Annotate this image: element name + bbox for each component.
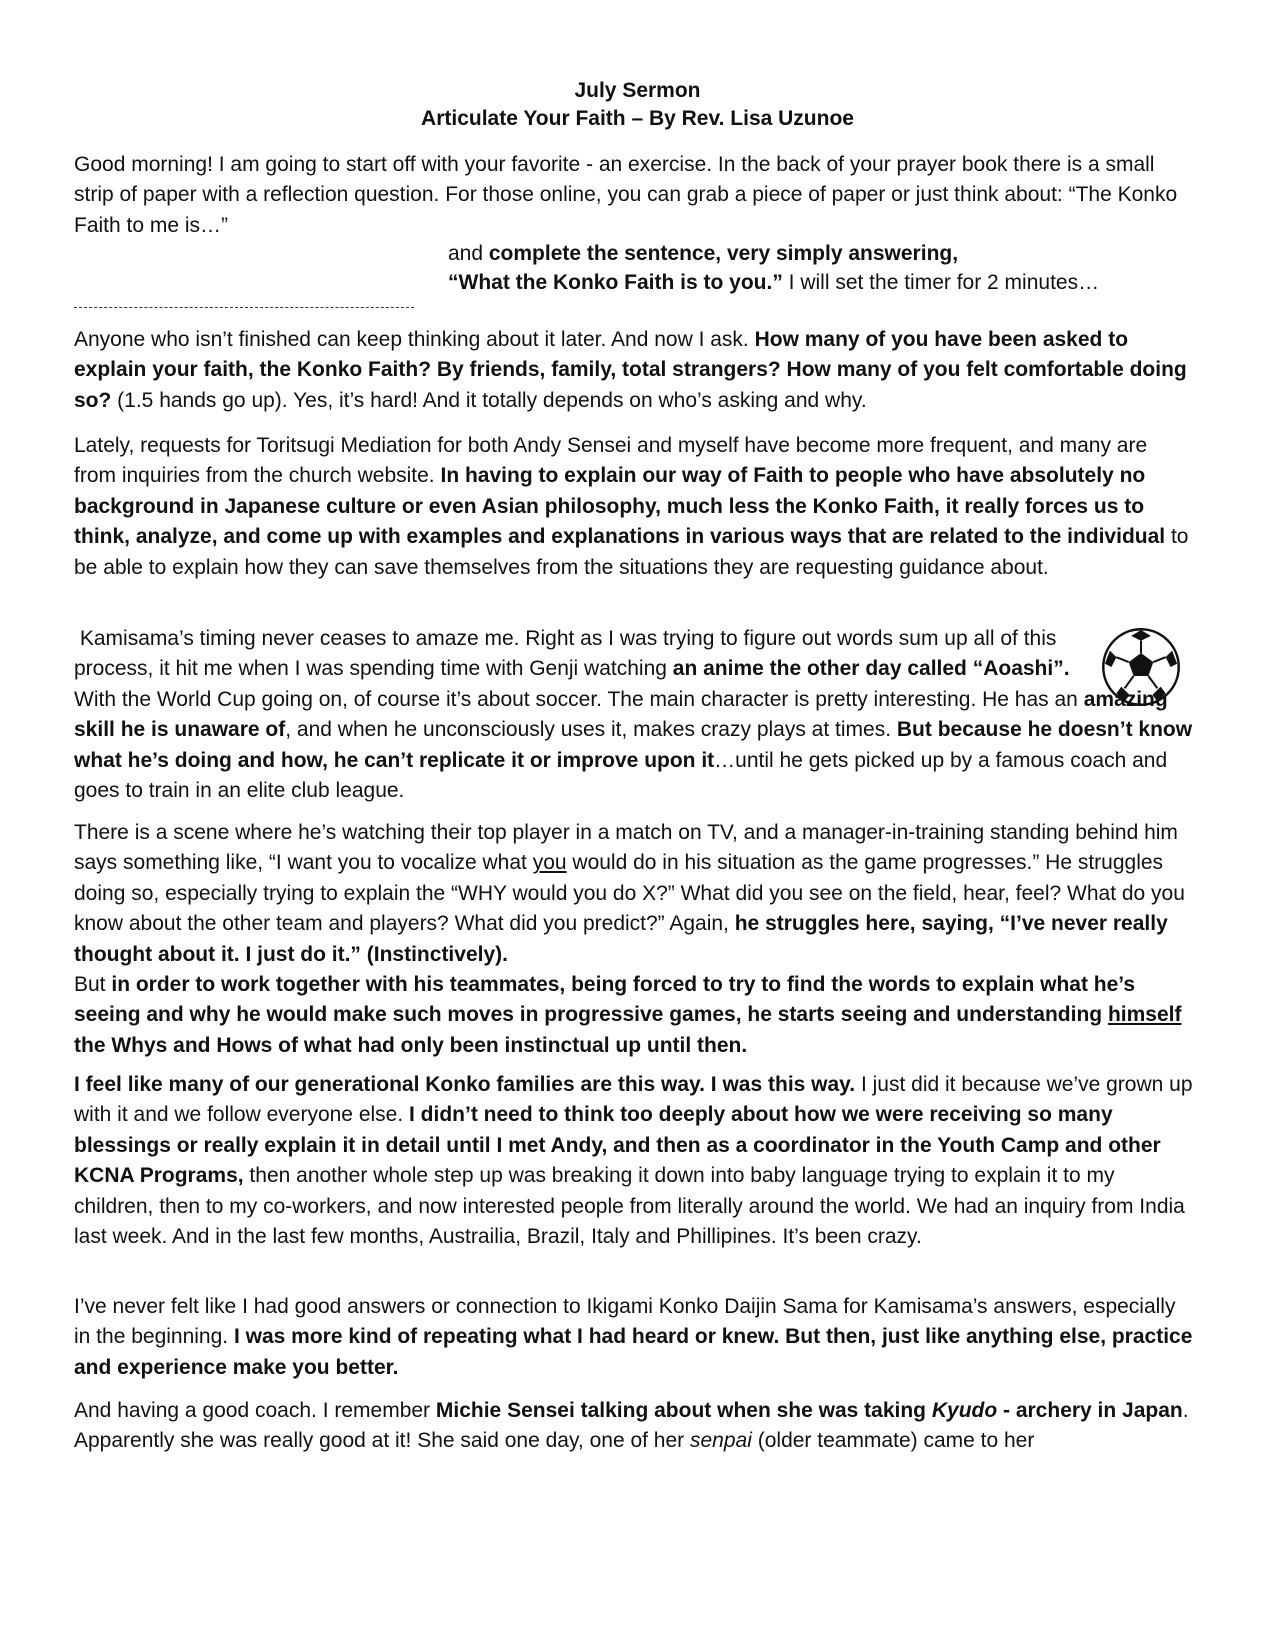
prompt-text-c: “What the Konko Faith is to you.” <box>448 271 783 294</box>
p5-underline-himself: himself <box>1107 1003 1182 1027</box>
paragraph-intro <box>74 150 1194 241</box>
p8-text-bc: - archery in Japan <box>997 1399 1183 1422</box>
p4-text-d: amazing skill he is unaware of <box>74 687 1168 742</box>
paragraph-coach <box>74 1396 1194 1457</box>
p4-text-b: an anime the other day called “Aoashi”. <box>672 657 1070 681</box>
prompt-text-a: and <box>448 242 489 265</box>
prompt-text-d: I will set the timer for 2 minutes… <box>782 271 1100 294</box>
paragraph-requests <box>74 431 1194 583</box>
sermon-heading: July Sermon <box>574 79 701 102</box>
p5-text-a: There is a scene where he’s watching their top player in a match on TV, and a manager-in-training standing behind him says something like, “I want you to vocalize what <box>74 821 1178 875</box>
p2-text-b: How many of you have been asked to explain your faith, the Konko Faith? By friends, family, total strangers? How many of you felt comfortable doing so? <box>74 328 1187 412</box>
p7-text-b: I was more kind of repeating what I had heard or knew. But then, just like anything else, practice and experience make you better. <box>74 1325 1193 1379</box>
paragraph-scene <box>74 818 1194 1061</box>
paragraph-families <box>74 1070 1194 1252</box>
sermon-title: Articulate Your Faith – By Rev. Lisa Uzunoe <box>421 107 854 130</box>
ball-wrap-spacer <box>1086 624 1194 682</box>
p5-text-d: But <box>74 973 112 997</box>
p2-text-a: Anyone who isn’t finished can keep thinking about it later. And now I ask. <box>74 328 755 351</box>
p7-text-a: I’ve never felt like I had good answers or connection to Ikigami Konko Daijin Sama for Kamisama’s answers, especially in the beginning. <box>74 1295 1176 1349</box>
p3-text-b: In having to explain our way of Faith to people who have absolutely no background in Japanese culture or even Asian philosophy, much less the Konko Faith, it really forces us to think, analyze, and come up with examples and explanations in various ways that are related to the individual <box>74 464 1166 549</box>
p6-text-b: I just did it because we’ve grown up with it and we follow everyone else. <box>74 1073 1193 1127</box>
p4-text-e: , and when he unconsciously uses it, makes crazy plays at times. <box>285 718 897 742</box>
p5-text-g: the Whys and Hows of what had only been instinctual up until then. <box>74 1033 748 1057</box>
p6-text-a: I feel like many of our generational Konko families are this way. I was this way. <box>74 1073 856 1096</box>
p5-underline-you: you <box>532 851 567 875</box>
p3-text-a: Lately, requests for Toritsugi Mediation for both Andy Sensei and myself have become more frequent, and many are from inquiries from the church website. <box>74 434 1148 488</box>
p8-text-a: And having a good coach. I remember <box>74 1399 436 1422</box>
p4-text-g: …until he gets picked up by a famous coach and goes to train in an elite club league. <box>74 748 1168 803</box>
p5-text-b: would do in his situation as the game progresses.” He struggles doing so, especially trying to explain the “WHY would you do X?” What did you see on the field, hear, feel? What do you know about the other team and players? What did you predict?” Again, <box>74 851 1185 936</box>
paragraph-anime <box>74 624 1194 806</box>
prompt-text-b: complete the sentence, very simply answering, <box>488 242 959 265</box>
p4-text-c: With the World Cup going on, of course it’s about soccer. The main character is pretty interesting. He has an <box>74 687 1084 711</box>
p8-text-b: Michie Sensei talking about when she was taking <box>435 1399 932 1422</box>
paragraph-answers <box>74 1292 1194 1383</box>
p5-text-e: in order to work together with his teammates, being forced to try to find the words to explain what he’s seeing and why he would make such moves in progressive games, he starts seeing and understanding <box>74 973 1136 1027</box>
prompt-line-2 <box>448 268 1208 298</box>
p4-text-f: But because he doesn’t know what he’s doing and how, he can’t replicate it or improve upon it <box>74 718 1193 772</box>
p8-italic-kyudo: Kyudo <box>931 1399 998 1422</box>
prompt-line-1 <box>448 239 1208 269</box>
paragraph-intro-text: Good morning! I am going to start off with your favorite - an exercise. In the back of your prayer book there is a small strip of paper with a reflection question. For those online, you can grab a piece of paper or just think about: “The Konko Faith to me is…” <box>74 153 1178 237</box>
p8-italic-senpai: senpai <box>690 1429 752 1453</box>
paragraph-asked <box>74 325 1194 416</box>
p5-text-c: he struggles here, saying, “I’ve never really thought about it. I just do it.” (Instinctively). <box>74 912 1168 966</box>
p4-text-a: Kamisama’s timing never ceases to amaze me. Right as I was trying to figure out words sum up all of this process, it hit me when I was spending time with Genji watching <box>74 627 1057 681</box>
p6-text-d: then another whole step up was breaking it down into baby language trying to explain it to my children, then to my co-workers, and now interested people from literally around the world. We had an inquiry from India last week. And in the last few months, Austrailia, Brazil, Italy and Phillipines. It’s been crazy. <box>74 1164 1185 1249</box>
p8-text-c: . Apparently she was really good at it! She said one day, one of her <box>74 1399 1189 1453</box>
p8-text-d: (older teammate) came to her <box>751 1429 1035 1453</box>
p3-text-c: to be able to explain how they can save themselves from the situations they are requesting guidance about. <box>74 525 1189 579</box>
dashed-divider <box>74 307 414 308</box>
p2-text-c: (1.5 hands go up). Yes, it’s hard! And it totally depends on who’s asking and why. <box>111 388 867 412</box>
p6-text-c: I didn’t need to think too deeply about how we were receiving so many blessings or really explain it in detail until I met Andy, and then as a coordinator in the Youth Camp and other KCNA Programs, <box>74 1103 1161 1188</box>
